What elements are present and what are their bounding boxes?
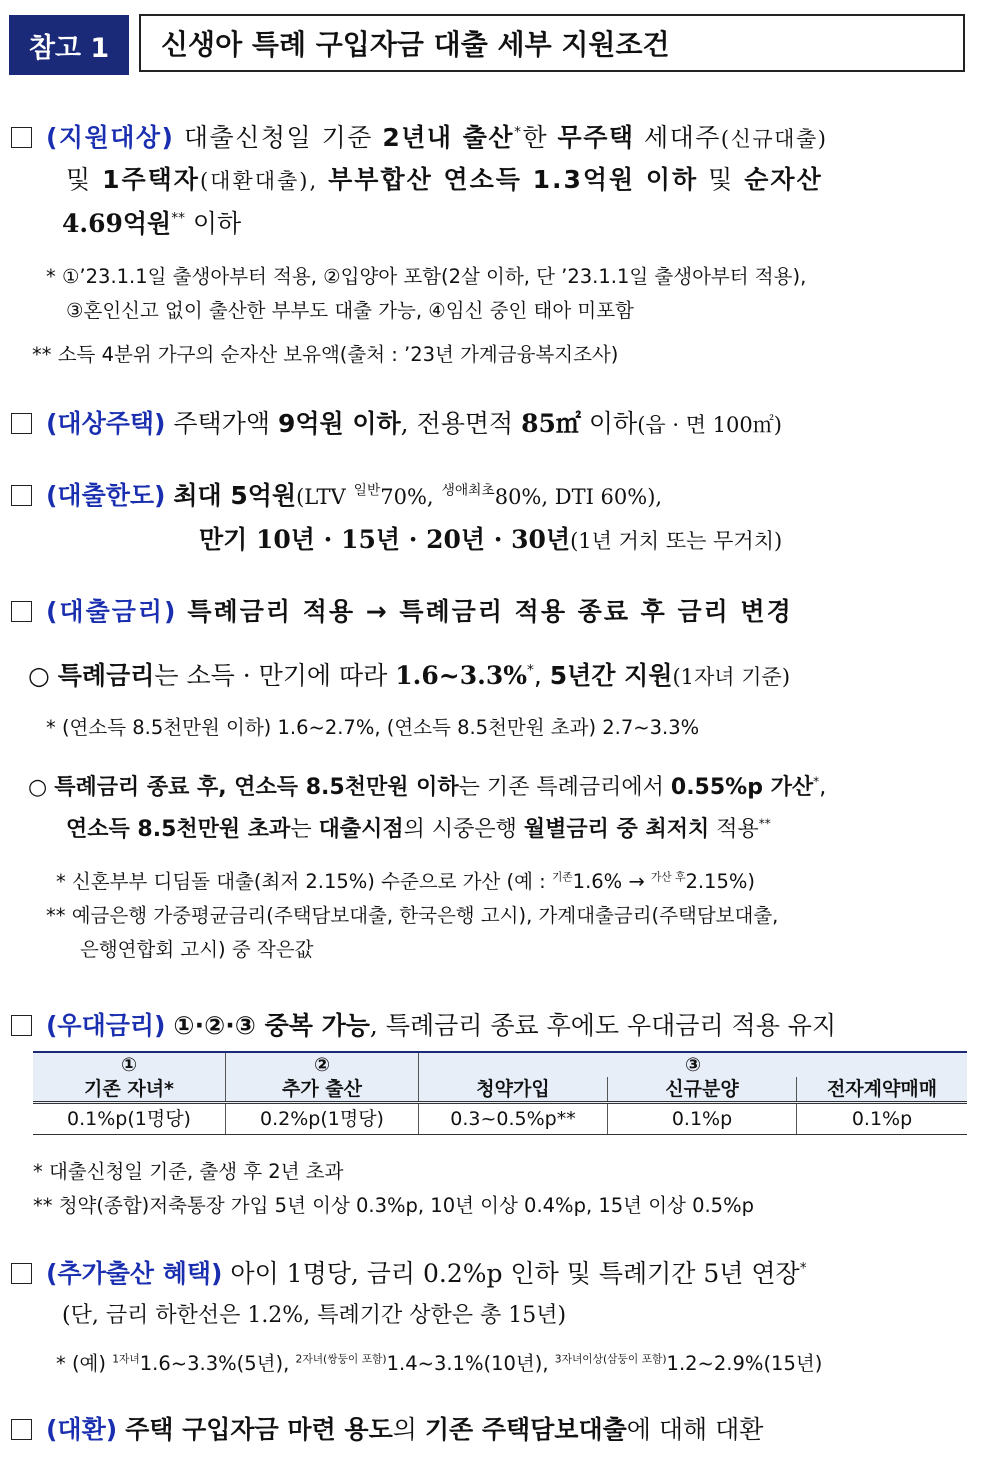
pref-rate-table xyxy=(33,1051,967,1135)
target-line-3: 4.69억원** 이하 xyxy=(62,209,242,238)
rate-bullet-2-note-1: * 신혼부부 디딤돌 대출(최저 2.15%) 수준으로 가산 (예 : $^{기존}$1.6% → $^{가산 후}$2.15%) xyxy=(56,870,755,893)
table-cell: 0.2%p(1명당) xyxy=(226,1103,419,1135)
extra-line-2: (단, 금리 하한선은 1.2%, 특례기간 상한은 총 15년) xyxy=(62,1303,567,1328)
extra-line-1: (추가출산 혜택) 아이 1명당, 금리 0.2%p 인하 및 특례기간 5년 연장* xyxy=(11,1254,807,1290)
target-note-3: ** 소득 4분위 가구의 순자산 보유액(출처 : ’23년 가계금융복지조사) xyxy=(32,343,619,366)
limit-line-1: (대출한도) 최대 5억원(LTV $^{일반}$70%, $^{생애최초}$80%, DTI 60%), xyxy=(11,476,662,512)
rate-line: (대출금리) 특례금리 적용 → 특례금리 적용 종료 후 금리 변경 xyxy=(11,592,793,628)
checkbox-icon xyxy=(11,1419,32,1440)
table-header: 신규분양 xyxy=(608,1077,797,1103)
reference-badge: 참고 1 xyxy=(9,15,129,75)
rate-bullet-1: ○ 특례금리는 소득 · 만기에 따라 1.6~3.3%*, 5년간 지원(1자녀 기준) xyxy=(28,661,791,690)
table-cell: 0.1%p xyxy=(797,1103,968,1135)
circle-bullet-icon: ○ xyxy=(28,775,48,800)
checkbox-icon xyxy=(11,1015,32,1036)
table-header: 기존 자녀* xyxy=(33,1077,226,1103)
rate-bullet-1-note: * (연소득 8.5천만원 이하) 1.6~2.7%, (연소득 8.5천만원 초과) 2.7~3.3% xyxy=(46,716,700,739)
table-group-1: ① xyxy=(33,1052,226,1077)
pref-note-2: ** 청약(종합)저축통장 가입 5년 이상 0.3%p, 10년 이상 0.4%p, 15년 이상 0.5%p xyxy=(33,1194,754,1217)
target-note-2: ③혼인신고 없이 출산한 부부도 대출 가능, ④임신 중인 태아 미포함 xyxy=(66,299,634,322)
table-group-3: ③ xyxy=(419,1052,968,1077)
extra-note: * (예) $^{1자녀}$1.6~3.3%(5년), $^{2자녀(쌍둥이 포함)}$1.4~3.1%(10년), $^{3자녀이상(삼둥이 포함)}$1.2~2.9%(15년) xyxy=(56,1352,823,1375)
checkbox-icon xyxy=(11,1263,32,1284)
housing-line: (대상주택) 주택가액 9억원 이하, 전용면적 85㎡ 이하(읍 · 면 100㎡) xyxy=(11,404,782,440)
target-line-1: (지원대상) 대출신청일 기준 2년내 출산*한 무주택 세대주(신규대출) xyxy=(11,118,827,154)
page-title: 신생아 특례 구입자금 대출 세부 지원조건 xyxy=(139,14,965,72)
table-cell: 0.1%p xyxy=(608,1103,797,1135)
pref-note-1: * 대출신청일 기준, 출생 후 2년 초과 xyxy=(33,1160,344,1183)
checkbox-icon xyxy=(11,413,32,434)
rate-bullet-2-line-2: 연소득 8.5천만원 초과는 대출시점의 시중은행 월별금리 중 최저치 적용** xyxy=(66,816,771,842)
rate-bullet-2-line-1: ○ 특례금리 종료 후, 연소득 8.5천만원 이하는 기존 특례금리에서 0.55%p 가산*, xyxy=(28,774,827,800)
table-header: 전자계약매매 xyxy=(797,1077,968,1103)
refi-line: (대환) 주택 구입자금 마련 용도의 기존 주택담보대출에 대해 대환 xyxy=(11,1410,763,1446)
limit-line-2: 만기 10년 · 15년 · 20년 · 30년(1년 거치 또는 무거치) xyxy=(199,525,783,554)
table-header: 청약가입 xyxy=(419,1077,608,1103)
rate-bullet-2-note-2: ** 예금은행 가중평균금리(주택담보대출, 한국은행 고시), 가계대출금리(주택담보대출, xyxy=(46,904,779,927)
checkbox-icon xyxy=(11,127,32,148)
target-line-2: 및 1주택자(대환대출), 부부합산 연소득 1.3억원 이하 및 순자산 xyxy=(66,165,823,194)
target-note-1: * ①’23.1.1일 출생아부터 적용, ②입양아 포함(2살 이하, 단 ’23.1.1일 출생아부터 적용), xyxy=(46,265,807,288)
circle-bullet-icon: ○ xyxy=(28,661,50,690)
checkbox-icon xyxy=(11,485,32,506)
checkbox-icon xyxy=(11,601,32,622)
table-header: 추가 출산 xyxy=(226,1077,419,1103)
pref-line: (우대금리) ①·②·③ 중복 가능, 특례금리 종료 후에도 우대금리 적용 유지 xyxy=(11,1006,836,1042)
table-cell: 0.3~0.5%p** xyxy=(419,1103,608,1135)
table-cell: 0.1%p(1명당) xyxy=(33,1103,226,1135)
rate-bullet-2-note-3: 은행연합회 고시) 중 작은값 xyxy=(80,938,314,961)
table-group-2: ② xyxy=(226,1052,419,1077)
